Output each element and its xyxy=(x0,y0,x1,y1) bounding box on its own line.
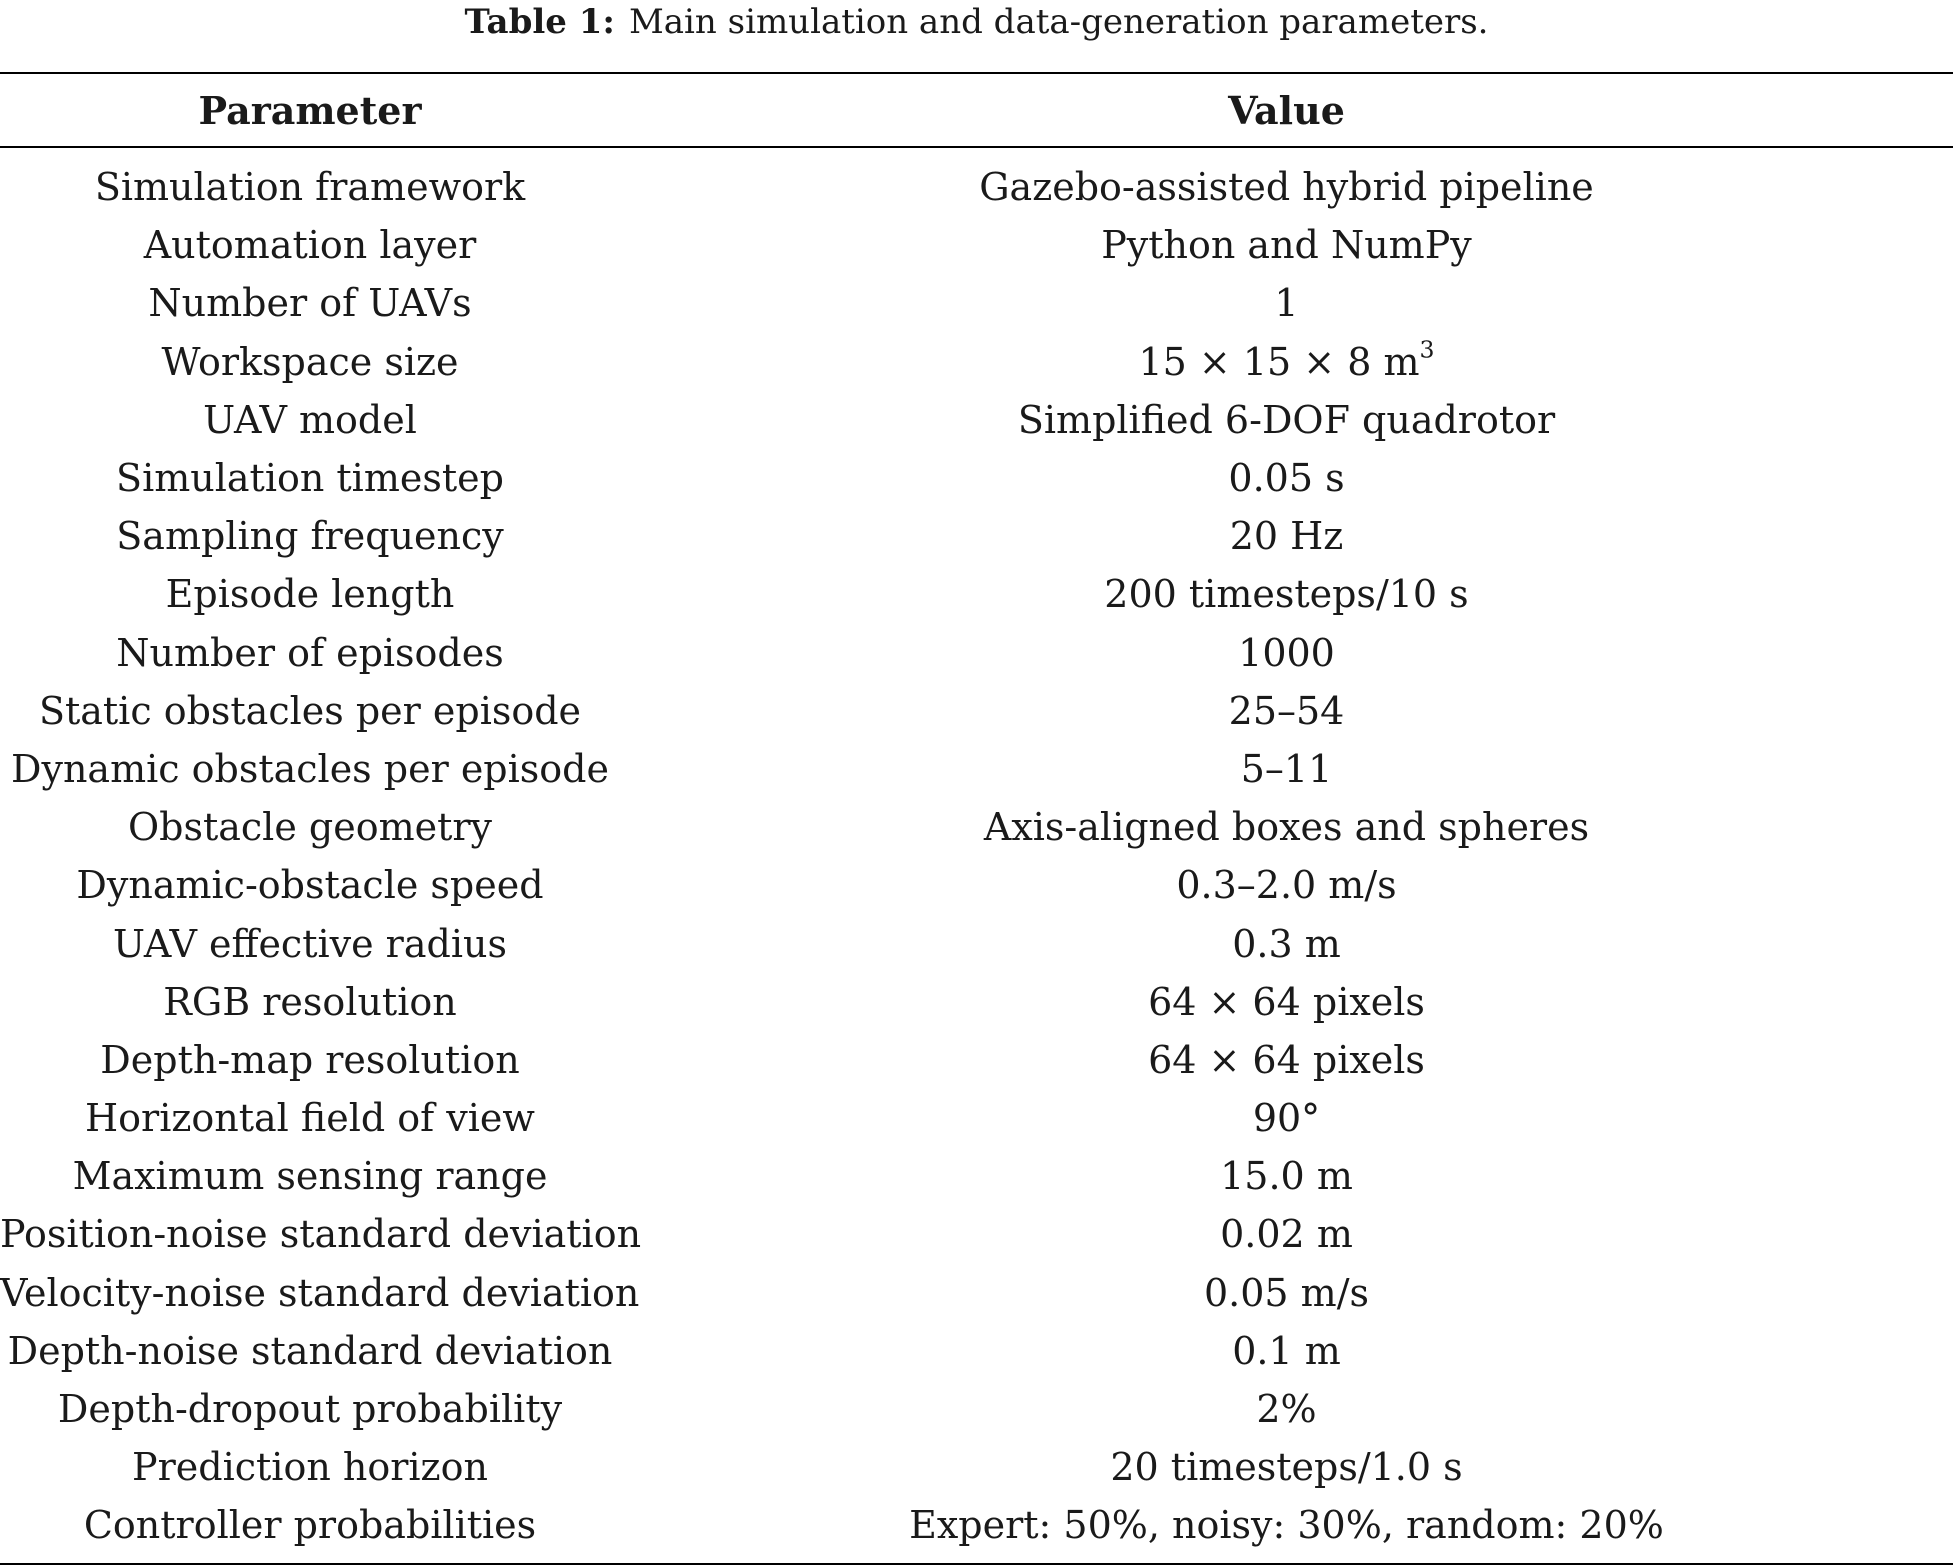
parameter-cell: Obstacle geometry xyxy=(127,805,493,850)
value-cell: 0.02 m xyxy=(1220,1212,1353,1257)
value-cell: 64 × 64 pixels xyxy=(1148,979,1425,1024)
parameter-cell: Velocity-noise standard deviation xyxy=(0,1270,640,1315)
parameter-cell: RGB resolution xyxy=(163,979,457,1024)
table-row xyxy=(0,1089,1953,1147)
parameter-cell: Workspace size xyxy=(161,339,459,384)
parameters-table xyxy=(0,72,1953,1565)
parameter-cell: Depth-map resolution xyxy=(100,1037,520,1082)
table-row xyxy=(0,1496,1953,1563)
table-row xyxy=(0,147,1953,216)
value-cell: 20 timesteps/1.0 s xyxy=(1110,1445,1463,1490)
header-row xyxy=(0,73,1953,147)
caption-text: Main simulation and data-generation parameters. xyxy=(628,2,1489,42)
parameter-cell: Simulation framework xyxy=(94,165,526,210)
value-text: 15 × 15 × 8 m xyxy=(1138,339,1420,384)
table-row xyxy=(0,1438,1953,1496)
parameter-cell: Maximum sensing range xyxy=(72,1154,548,1199)
value-cell: 0.3 m xyxy=(1232,921,1341,966)
parameter-cell: Horizontal field of view xyxy=(85,1096,535,1141)
value-cell: 0.05 m/s xyxy=(1203,1270,1370,1315)
table-row xyxy=(0,1264,1953,1322)
table-row xyxy=(0,449,1953,507)
table-row xyxy=(0,507,1953,565)
parameter-cell: Controller probabilities xyxy=(83,1503,537,1548)
table-row xyxy=(0,682,1953,740)
value-cell: 90° xyxy=(1252,1096,1321,1141)
table-row xyxy=(0,798,1953,856)
parameter-cell: Number of UAVs xyxy=(148,281,472,326)
value-cell: Python and NumPy xyxy=(1101,223,1472,268)
column-header-parameter: Parameter xyxy=(198,87,422,133)
table-row xyxy=(0,1031,1953,1089)
parameter-cell: Number of episodes xyxy=(116,630,504,675)
parameter-cell: Prediction horizon xyxy=(132,1445,488,1490)
value-superscript: 3 xyxy=(1419,335,1435,363)
value-cell: 15.0 m xyxy=(1220,1154,1353,1199)
value-cell: Simplified 6-DOF quadrotor xyxy=(1017,397,1556,442)
value-cell: Expert: 50%, noisy: 30%, random: 20% xyxy=(909,1503,1664,1548)
value-cell: 1 xyxy=(1274,281,1299,326)
parameter-cell: Position-noise standard deviation xyxy=(0,1212,642,1257)
table-row xyxy=(0,856,1953,914)
parameter-cell: Depth-dropout probability xyxy=(57,1387,563,1432)
table-row xyxy=(0,1322,1953,1380)
table-row xyxy=(0,1147,1953,1205)
table-row xyxy=(0,274,1953,332)
caption-label: Table 1: xyxy=(464,2,615,42)
parameter-cell: Static obstacles per episode xyxy=(38,688,582,733)
value-cell: 20 Hz xyxy=(1229,514,1344,559)
value-cell: 200 timesteps/10 s xyxy=(1104,572,1469,617)
value-cell: 2% xyxy=(1256,1387,1317,1432)
parameter-cell: Simulation timestep xyxy=(116,456,504,501)
table-row xyxy=(0,565,1953,623)
table-row xyxy=(0,1380,1953,1438)
table-caption xyxy=(0,0,1953,44)
parameter-cell: Dynamic obstacles per episode xyxy=(11,746,609,791)
value-cell: 0.1 m xyxy=(1232,1328,1341,1373)
table-header xyxy=(0,73,1953,147)
value-cell: 64 × 64 pixels xyxy=(1148,1037,1425,1082)
value-cell: 25–54 xyxy=(1228,688,1345,733)
parameter-cell: UAV effective radius xyxy=(113,921,507,966)
table-row xyxy=(0,216,1953,274)
value-cell: 0.05 s xyxy=(1228,456,1345,501)
value-cell xyxy=(620,333,1953,391)
table-row xyxy=(0,624,1953,682)
parameter-cell: Episode length xyxy=(165,572,455,617)
table-body xyxy=(0,147,1953,1564)
value-cell: 1000 xyxy=(1238,630,1335,675)
parameter-cell: Dynamic-obstacle speed xyxy=(76,863,544,908)
value-cell: Axis-aligned boxes and spheres xyxy=(983,805,1590,850)
table-row xyxy=(0,1205,1953,1263)
value-cell: Gazebo-assisted hybrid pipeline xyxy=(979,165,1594,210)
table-row xyxy=(0,973,1953,1031)
table-row xyxy=(0,391,1953,449)
value-cell: 5–11 xyxy=(1240,746,1333,791)
table-row xyxy=(0,914,1953,972)
table-row xyxy=(0,740,1953,798)
column-header-value: Value xyxy=(1228,87,1345,133)
parameter-cell: Depth-noise standard deviation xyxy=(7,1328,613,1373)
parameter-cell: UAV model xyxy=(203,397,417,442)
value-cell: 0.3–2.0 m/s xyxy=(1176,863,1397,908)
parameter-cell: Sampling frequency xyxy=(116,514,504,559)
table-row xyxy=(0,333,1953,391)
parameter-cell: Automation layer xyxy=(143,223,477,268)
